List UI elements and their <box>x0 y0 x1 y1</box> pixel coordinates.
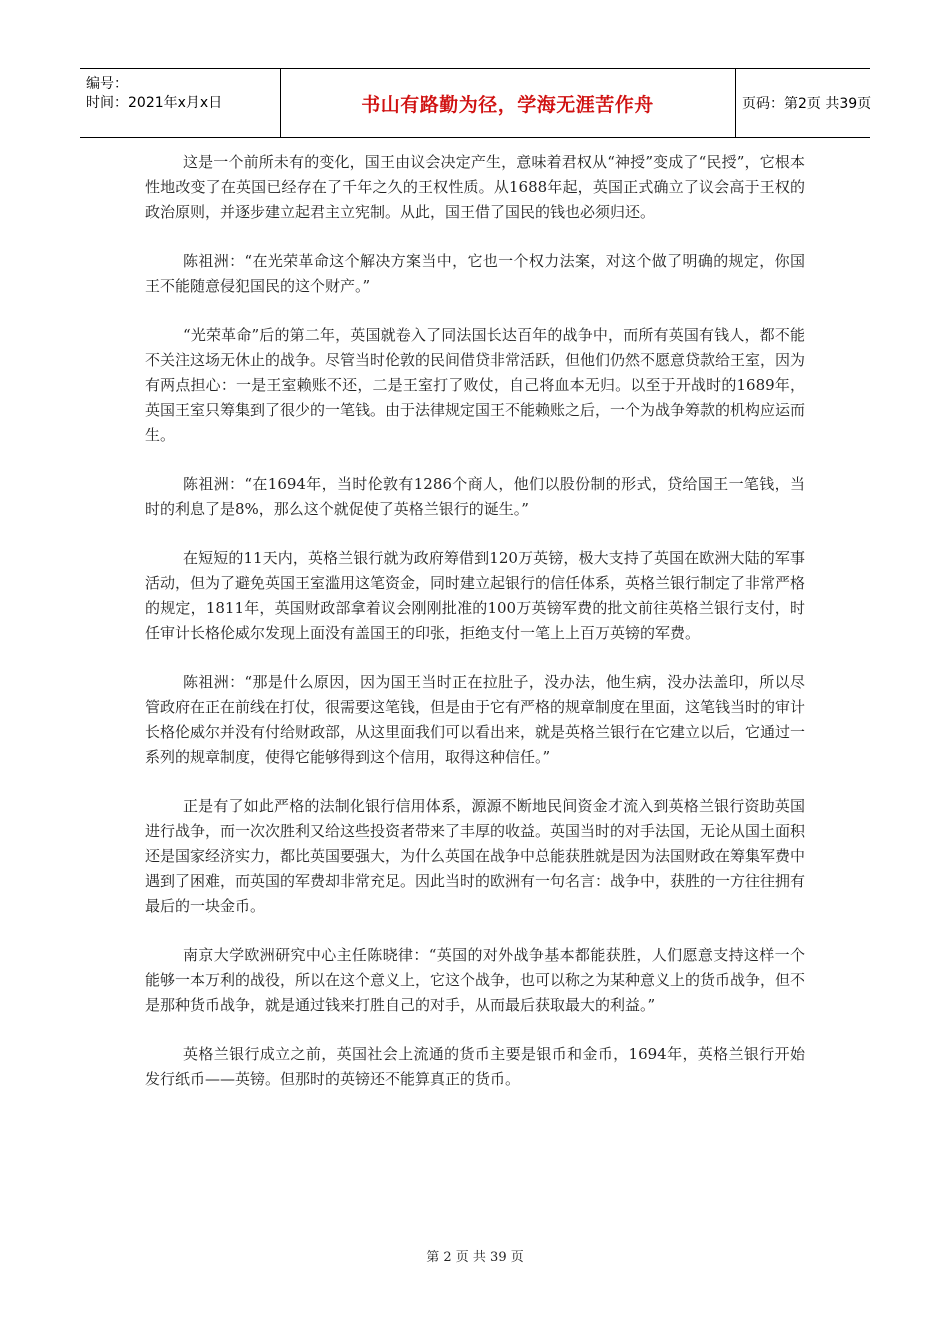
header-meta-cell <box>80 69 281 137</box>
header-motto-cell <box>280 69 736 137</box>
page-footer: 第 2 页 共 39 页 <box>426 1250 524 1265</box>
paragraph: 陈祖洲：“在1694年，当时伦敦有1286个商人，他们以股份制的形式，贷给国王一笔钱，当时的利息了是8%，那么这个就促使了英格兰银行的诞生。” <box>145 475 805 518</box>
paragraph: 陈祖洲：“那是什么原因，因为国王当时正在拉肚子，没办法，他生病，没办法盖印，所以尽管政府在正在前线在打仗，很需要这笔钱，但是由于它有严格的规章制度在里面，这笔钱当时的审计长格伦威尔并没有付给财政部，从这里面我们可以看出来，就是英格兰银行在它建立以后，它通过一系列的规章制度，使得它能够得到这个信用，取得这种信任。” <box>145 673 806 766</box>
date-label: 时间：2021年x月x日 <box>86 95 223 111</box>
paragraph: 南京大学欧洲研究中心主任陈晓律：“英国的对外战争基本都能获胜，人们愿意支持这样一个能够一本万利的战役，所以在这个意义上，它这个战争，也可以称之为某种意义上的货币战争，但不是那种货币战争，就是通过钱来打胜自己的对手，从而最后获取最大的利益。” <box>145 946 806 1014</box>
document-header <box>80 68 870 138</box>
paragraph: 陈祖洲：“在光荣革命这个解决方案当中，它也一个权力法案，对这个做了明确的规定，你国王不能随意侵犯国民的这个财产。” <box>145 252 805 295</box>
paragraph: 这是一个前所未有的变化，国王由议会决定产生，意味着君权从“神授”变成了“民授”，它根本性地改变了在英国已经存在了千年之久的王权性质。从1688年起，英国正式确立了议会高于王权的政治原则，并逐步建立起君主立宪制。从此，国王借了国民的钱也必须归还。 <box>145 153 805 221</box>
header-page-cell <box>736 69 870 137</box>
serial-number-label: 编号： <box>86 76 128 92</box>
paragraph: “光荣革命”后的第二年，英国就卷入了同法国长达百年的战争中，而所有英国有钱人，都不能不关注这场无休止的战争。尽管当时伦敦的民间借贷非常活跃，但他们仍然不愿意贷款给王室，因为有两点担心：一是王室赖账不还，二是王室打了败仗，自己将血本无归。以至于开战时的1689年，英国王室只筹集到了很少的一笔钱。由于法律规定国王不能赖账之后，一个为战争筹款的机构应运而生。 <box>145 326 806 444</box>
motto-text: 书山有路勤为径，学海无涯苦作舟 <box>361 93 654 116</box>
page-info: 页码：第2页 共39页 <box>742 96 872 112</box>
document-body <box>145 150 805 1116</box>
paragraph: 英格兰银行成立之前，英国社会上流通的货币主要是银币和金币，1694年，英格兰银行开始发行纸币——英镑。但那时的英镑还不能算真正的货币。 <box>145 1045 805 1088</box>
paragraph: 在短短的11天内，英格兰银行就为政府筹借到120万英镑，极大支持了英国在欧洲大陆的军事活动，但为了避免英国王室滥用这笔资金，同时建立起银行的信任体系，英格兰银行制定了非常严格的规定，1811年，英国财政部拿着议会刚刚批准的100万英镑军费的批文前往英格兰银行支付，时任审计长格伦威尔发现上面没有盖国王的印张，拒绝支付一笔上上百万英镑的军费。 <box>145 549 806 642</box>
paragraph: 正是有了如此严格的法制化银行信用体系，源源不断地民间资金才流入到英格兰银行资助英国进行战争，而一次次胜利又给这些投资者带来了丰厚的收益。英国当时的对手法国，无论从国土面积还是国家经济实力，都比英国要强大，为什么英国在战争中总能获胜就是因为法国财政在筹集军费中遇到了困难，而英国的军费却非常充足。因此当时的欧洲有一句名言：战争中，获胜的一方往往拥有最后的一块金币。 <box>145 797 806 915</box>
